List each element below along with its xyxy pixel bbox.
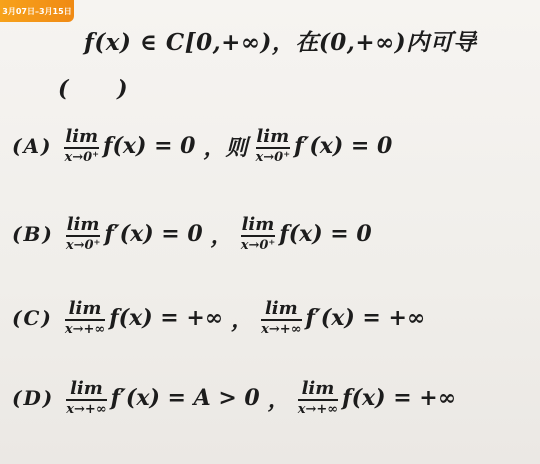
answer-blank: ( )	[58, 76, 128, 102]
limit-operator	[66, 379, 106, 418]
limit-subscript: x→+∞	[65, 319, 105, 338]
limit-operator	[261, 299, 301, 338]
option-b	[12, 204, 376, 264]
option-connector: ，	[267, 386, 290, 413]
limit-subscript: x→0⁺	[64, 147, 99, 166]
limit-operator	[241, 215, 276, 254]
option-connector: ，则	[203, 134, 248, 161]
limit-subscript: x→0⁺	[66, 235, 101, 254]
limit-word: lim	[264, 297, 298, 319]
option-expression: f(x) = +∞	[109, 305, 224, 331]
option-expression: f(x) = +∞	[342, 385, 457, 411]
limit-word: lim	[70, 377, 103, 399]
option-connector: ，	[210, 222, 233, 249]
option-expression: f′(x) = A > 0	[110, 385, 260, 411]
option-expression: f(x) = 0	[279, 221, 372, 247]
date-badge-text: 3月07日–3月15日	[2, 6, 72, 16]
option-c	[12, 288, 429, 348]
limit-subscript: x→+∞	[261, 319, 301, 338]
option-expression: f′(x) = 0	[104, 221, 203, 247]
option-label: (D)	[12, 386, 55, 410]
question-stem: f(x) ∈ C[0,+∞)，在(0,+∞)内可导	[84, 29, 477, 56]
option-label: (C)	[12, 306, 53, 330]
limit-word: lim	[66, 213, 100, 235]
option-expression: f′(x) = +∞	[305, 305, 426, 331]
option-label: (A)	[12, 134, 53, 158]
limit-subscript: x→+∞	[66, 399, 106, 418]
limit-subscript: x→+∞	[298, 399, 338, 418]
limit-word: lim	[301, 377, 335, 399]
option-d	[12, 368, 460, 428]
limit-subscript: x→0⁺	[256, 147, 291, 166]
limit-subscript: x→0⁺	[241, 235, 276, 254]
date-badge	[0, 0, 74, 22]
limit-operator	[298, 379, 338, 418]
limit-word: lim	[68, 297, 102, 319]
limit-word: lim	[241, 213, 275, 235]
limit-operator	[64, 127, 99, 166]
limit-word: lim	[65, 125, 99, 147]
option-expression: f(x) = 0	[103, 133, 196, 159]
option-expression: f′(x) = 0	[294, 133, 393, 159]
limit-operator	[256, 127, 291, 166]
limit-word: lim	[256, 125, 290, 147]
option-label: (B)	[12, 222, 54, 246]
option-connector: ，	[231, 306, 254, 333]
limit-operator	[65, 299, 105, 338]
option-a	[12, 116, 396, 176]
limit-operator	[66, 215, 101, 254]
